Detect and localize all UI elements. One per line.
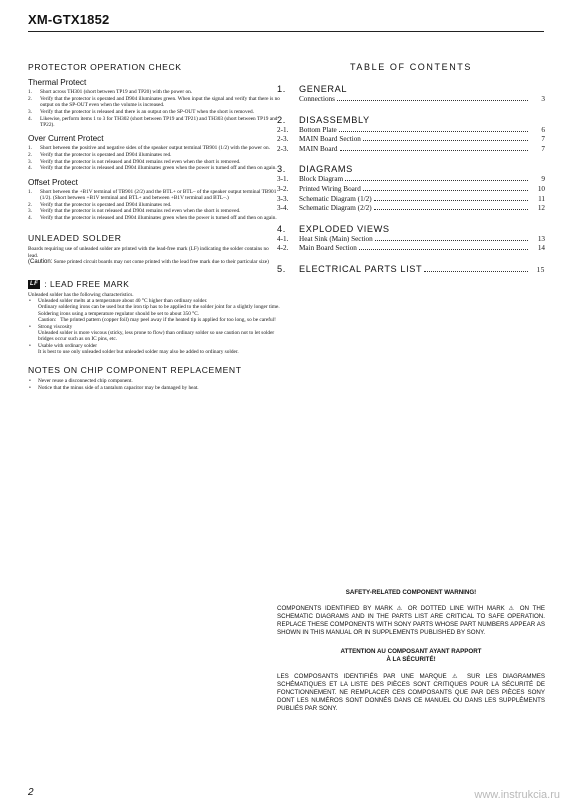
toc-entry[interactable]: 2-1. Bottom Plate 6 [277, 125, 545, 134]
header-rule [28, 31, 544, 32]
list-item: 4. Likewise, perform items 1 to 3 for TH302 (short between TP19 and TP21) and TH303 (short between TP19 and TP22). [28, 115, 278, 128]
offset-title: Offset Protect [28, 177, 78, 187]
toc-title: TABLE OF CONTENTS [349, 62, 473, 72]
toc-entry[interactable]: 3-3. Schematic Diagram (1/2) 11 [277, 194, 545, 203]
toc-entry[interactable]: 3-1. Block Diagram 9 [277, 175, 545, 184]
toc-entry[interactable]: 3-2. Printed Wiring Board 10 [277, 184, 545, 193]
list-item: • Never reuse a disconnected chip component. [29, 378, 133, 385]
thermal-list [28, 89, 280, 128]
list-item: • Usable with ordinary solder It is best to use only unleaded solder but unleaded solder may also be added to ordinary solder. [29, 342, 239, 356]
list-item: 1. Short across TH301 (short between TP19 and TP20) with the power on. [28, 89, 193, 95]
overcurrent-title: Over Current Protect [28, 134, 104, 143]
unleaded-title: UNLEADED SOLDER [28, 233, 122, 244]
model-number: XM-GTX1852 [28, 12, 110, 27]
list-item: • Strong viscosity Unleaded solder is more viscous (sticky, less prone to flow) than ordinary solder so use caution not to let solder bridges occur such as on IC pins, etc. [29, 323, 275, 343]
unleaded-caution: (Caution: Some printed circuit boards may not come printed with the lead free mark due to their particular size) [28, 258, 269, 265]
lead-free-mark-icon: LF [30, 280, 39, 287]
toc-entry[interactable]: 2-3. MAIN Board Section 7 [277, 135, 545, 144]
toc [277, 62, 545, 275]
list-item: 4. Verify that the protector is released and D904 illuminates green when the power is turned off and then on again. [28, 165, 277, 172]
toc-entry-parts-list[interactable]: 5. ELECTRICAL PARTS LIST 15 [277, 263, 545, 274]
list-item: 3. Verify that the protector is released and there is an output on the SP-OUT when the short is removed. [28, 108, 254, 115]
chip-title: NOTES ON CHIP COMPONENT REPLACEMENT [28, 365, 242, 376]
list-item: • Unleaded solder melts at a temperature about 40 °C higher than ordinary solder. Ordinary soldering irons can be used but the iron tip has to be applied to the solder joint for a slightly longer time. Soldering irons using a temperature regulator should be set to about 350 °C. Caution: The printed pattern (copper foil) may peel away if the heated tip is applied for too long, so be careful! [29, 298, 280, 323]
page-number: 2 [28, 787, 34, 798]
toc-group-disassembly: 2. DISASSEMBLY 2-1. Bottom Plate 6 2-3. MAIN Board Section 7 2-3. MAIN Board 7 [277, 114, 545, 153]
left-column [28, 62, 280, 392]
thermal-title: Thermal Protect [28, 78, 87, 87]
leadfree-title: LF : LEAD FREE MARK [30, 279, 130, 289]
toc-group-diagrams: 3. DIAGRAMS 3-1. Block Diagram 9 3-2. Printed Wiring Board 10 3-3. Schematic Diagram (1/2) 11 3-4. Schematic Diagram (2/2) 12 [277, 164, 545, 213]
list-item: 2. Verify that the protector is operated and D904 illuminates red. [28, 151, 172, 158]
protector-title: PROTECTOR OPERATION CHECK [28, 62, 182, 72]
watermark: www.instrukcia.ru [474, 789, 560, 801]
list-item: 3. Verify that the protector is not released and D904 remains red even when the short is removed. [28, 158, 241, 165]
leadfree-intro: Unleaded solder has the following characteristics. [28, 292, 134, 298]
list-item: • Notice that the minus side of a tantalum capacitor may be damaged by heat. [29, 385, 199, 392]
list-item: 4. Verify that the protector is released and D904 illuminates green when the power is turned off and then on again. [28, 215, 277, 222]
list-item: 1. Short between the positive and negative sides of the speaker output terminal TB901 (1/2) with the power on. [28, 145, 270, 151]
list-item: 1. Short between the +B1V terminal of TB901 (2/2) and the BTL+ or BTL– of the speaker output terminal TB901 (1/2). (Short between +B1V terminal and BTL+ and between +B1V terminal and BTL–.) [28, 188, 277, 201]
overcurrent-list [28, 145, 280, 172]
offset-list [28, 189, 280, 222]
toc-group-general: 1. GENERAL Connections 3 [277, 84, 545, 103]
warning-title-fr: ATTENTION AU COMPOSANT AYANT RAPPORT À LA SÉCURITÉ! [340, 648, 482, 663]
warning-text-fr: LES COMPOSANTS IDENTIFIÉS PAR UNE MARQUE ⚠ SUR LES DIAGRAMMES SCHÉMATIQUES ET LA LISTE DES PIÈCES SONT CRITIQUES POUR LA SÉCURITÉ DE FONCTIONNEMENT. NE REMPLACER CES COMPOSANTS QUE PAR DES PIÈCES SONY DONT LES NUMÉROS SONT DONNÉS DANS CE MANUEL OU DANS LES SUPPLÉMENTS PUBLIÉS PAR SONY. [277, 673, 545, 712]
toc-entry[interactable]: 3-4. Schematic Diagram (2/2) 12 [277, 204, 545, 213]
toc-entry[interactable]: 4-2. Main Board Section 14 [277, 244, 545, 253]
unleaded-para: Boards requiring use of unleaded solder are printed with the lead-free mark (LF) indicating the solder contains no lead. [28, 246, 269, 259]
warning-title-en: SAFETY-RELATED COMPONENT WARNING! [345, 589, 477, 596]
safety-warning [277, 589, 545, 724]
toc-entry[interactable]: 2-3. MAIN Board 7 [277, 144, 545, 153]
list-item: 3. Verify that the protector is not released and D904 remains red even when the short is removed. [28, 208, 241, 215]
list-item: 2. Verify that the protector is operated and D904 illuminates green. When input the signal and verify that there is no output on the SP-OUT even when the volume is increased. [28, 95, 280, 108]
toc-entry[interactable]: 4-1. Heat Sink (Main) Section 13 [277, 234, 545, 243]
toc-entry[interactable]: Connections 3 [299, 95, 545, 103]
warning-text-en: COMPONENTS IDENTIFIED BY MARK ⚠ OR DOTTED LINE WITH MARK ⚠ ON THE SCHEMATIC DIAGRAMS AND IN THE PARTS LIST ARE CRITICAL TO SAFE OPERATION. REPLACE THESE COMPONENTS WITH SONY PARTS WHOSE PART NUMBERS APPEAR AS SHOWN IN THIS MANUAL OR IN SUPPLEMENTS PUBLISHED BY SONY. [277, 605, 545, 636]
toc-group-exploded-views: 4. EXPLODED VIEWS 4-1. Heat Sink (Main) Section 13 4-2. Main Board Section 14 [277, 223, 545, 253]
list-item: 2. Verify that the protector is operated and D904 illuminates red. [28, 201, 172, 208]
